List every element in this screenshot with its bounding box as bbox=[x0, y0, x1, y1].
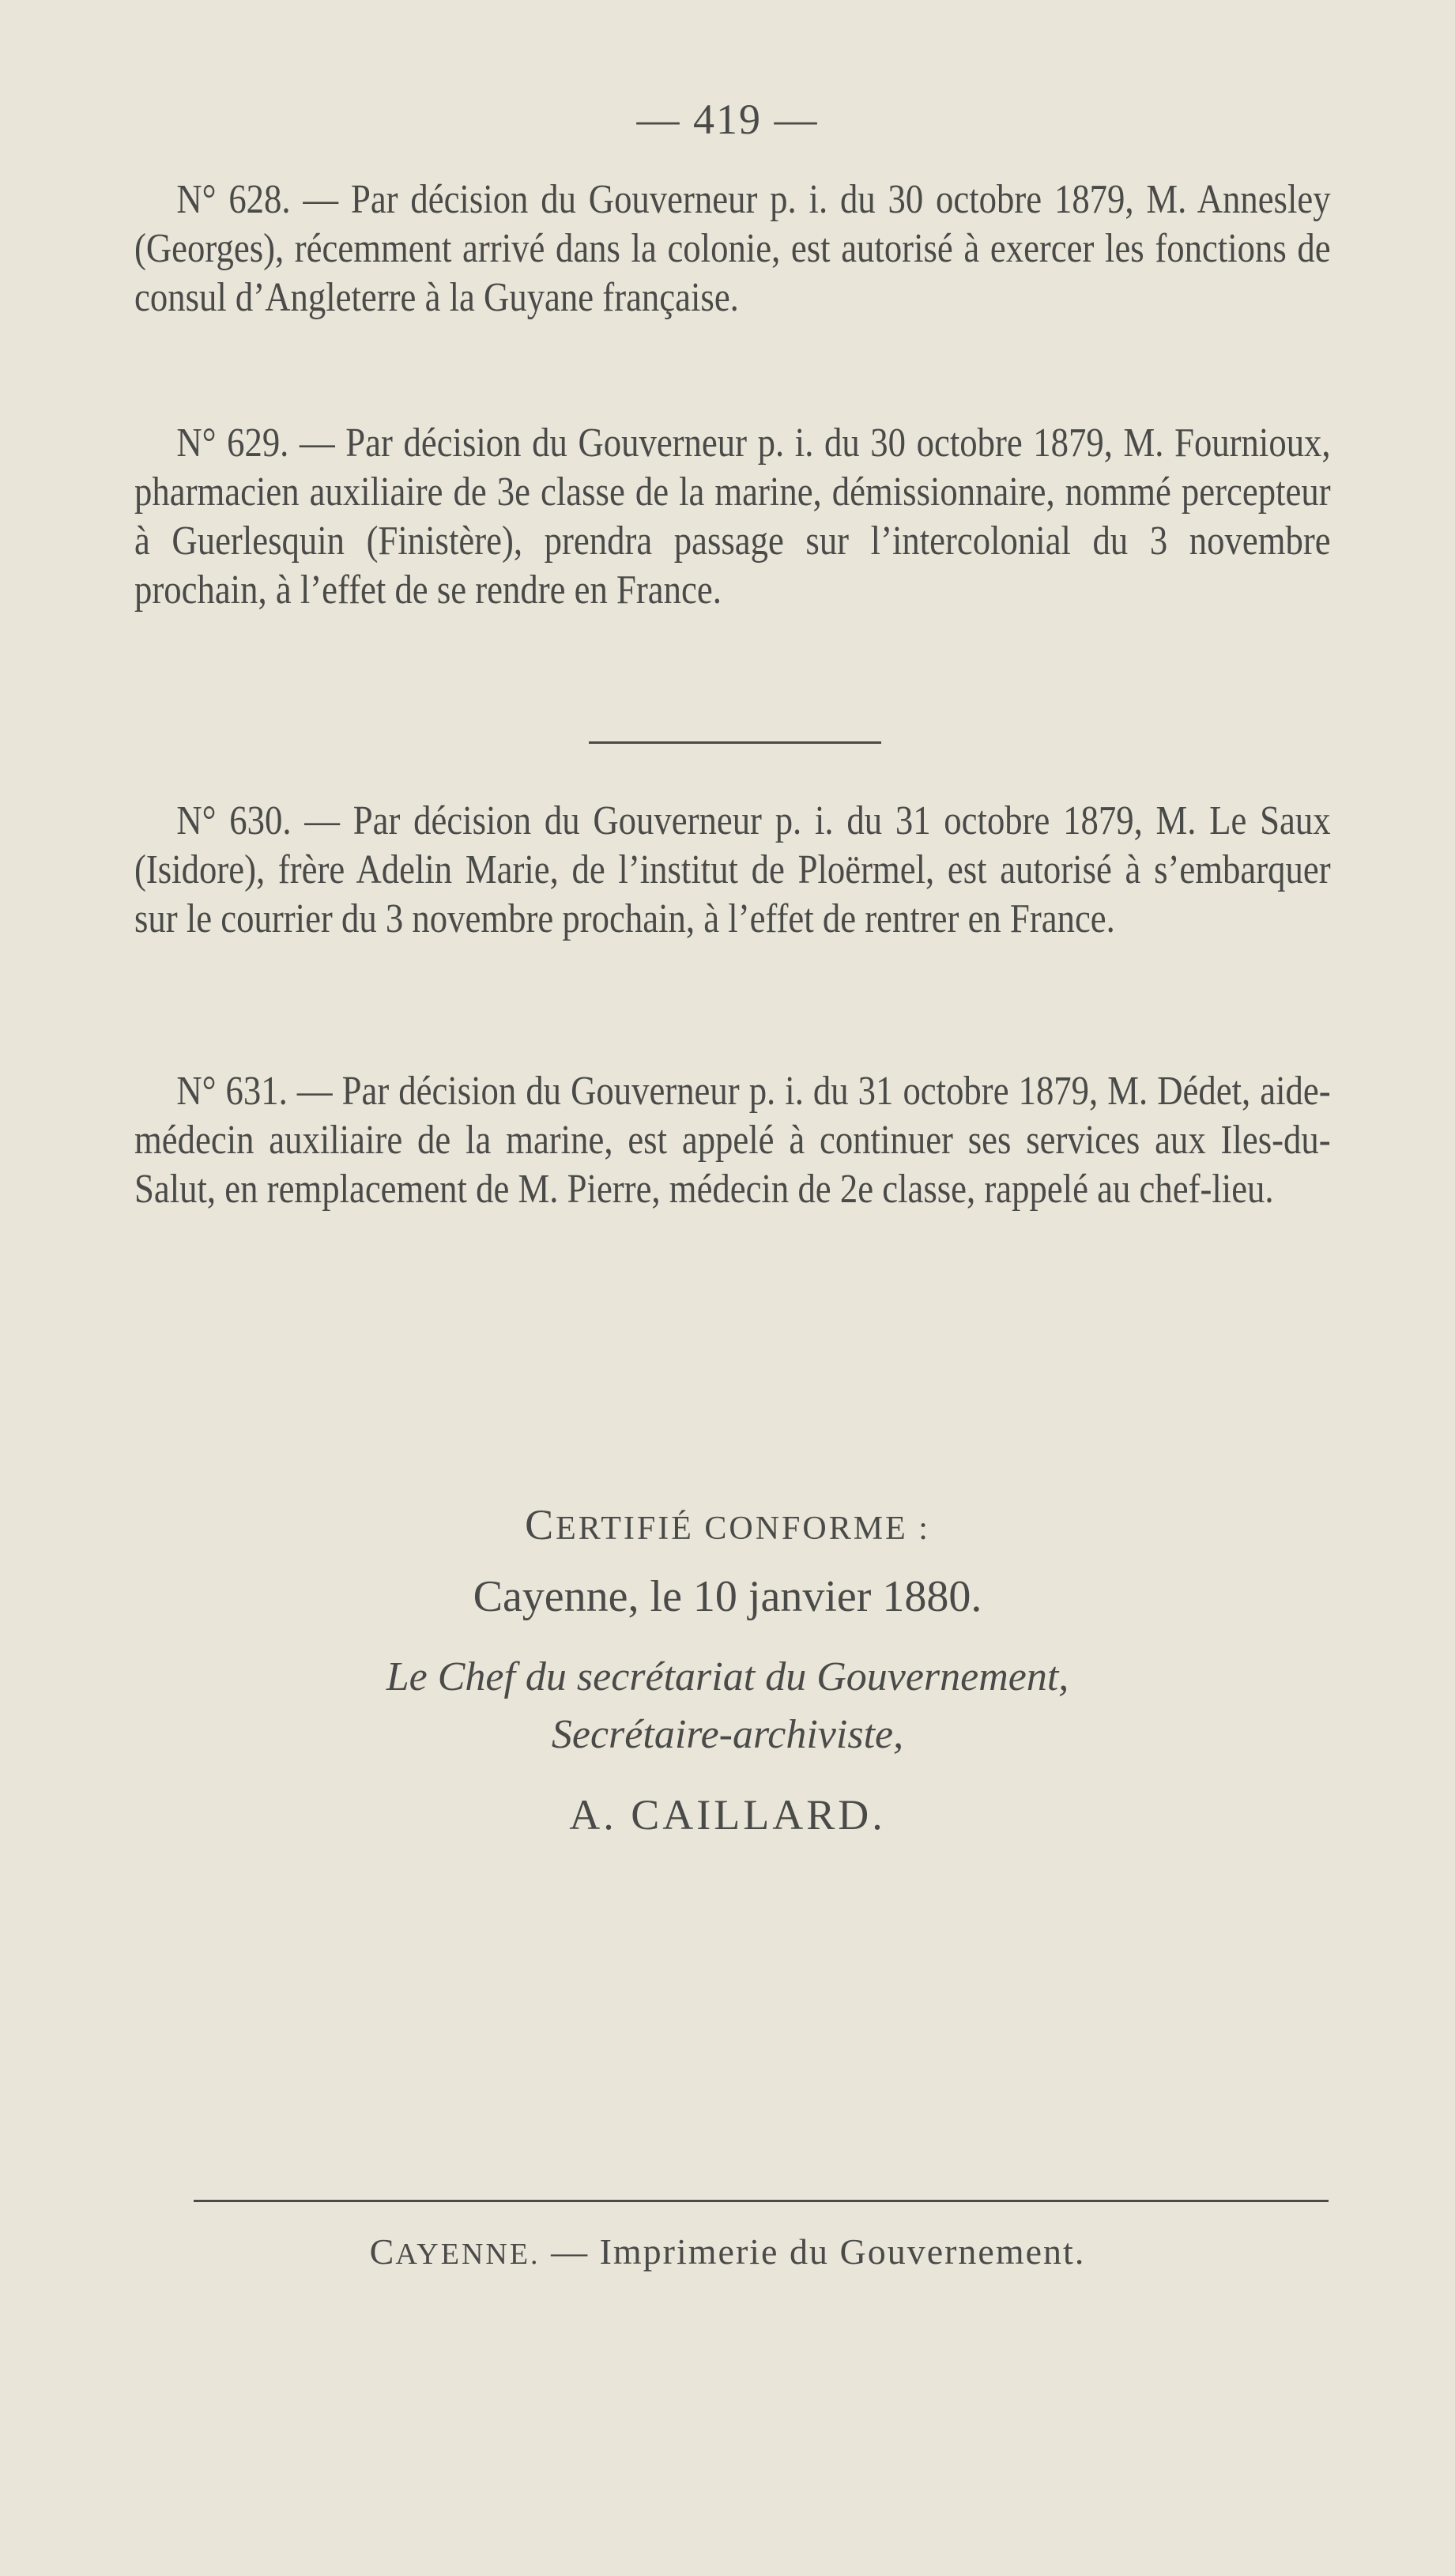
imprint-city-rest: AYENNE. bbox=[395, 2238, 541, 2271]
imprint-city-initial: C bbox=[369, 2231, 396, 2272]
certification-heading bbox=[0, 1500, 1455, 1549]
section-separator bbox=[589, 741, 881, 744]
signatory-subtitle: Secrétaire-archiviste, bbox=[551, 1712, 904, 1757]
place-date: Cayenne, le 10 janvier 1880. bbox=[473, 1572, 982, 1621]
signature-name: A. CAILLARD. bbox=[569, 1791, 886, 1839]
signatory-title: Le Chef du secrétariat du Gouvernement, bbox=[386, 1654, 1069, 1699]
certification-heading-rest: ERTIFIÉ CONFORME : bbox=[556, 1511, 930, 1547]
decision-paragraph-631: N° 631. — Par décision du Gouverneur p. i. du 31 octobre 1879, M. Dédet, aide-médecin auxiliaire de la marine, est appelé à continuer ses services aux Iles-du-Salut, en remplacement de M. Pierre, médecin de 2e classe, rappelé au chef-lieu. bbox=[134, 1069, 1331, 1212]
printer-imprint bbox=[0, 2231, 1455, 2272]
decision-paragraph-628: N° 628. — Par décision du Gouverneur p. i. du 30 octobre 1879, M. Annesley (Georges), récemment arrivé dans la colonie, est autorisé à exercer les fonctions de consul d’Angleterre à la Guyane française. bbox=[134, 177, 1331, 320]
decision-paragraph-629: N° 629. — Par décision du Gouverneur p. i. du 30 octobre 1879, M. Fournioux, pharmacien auxiliaire de 3e classe de la marine, démissionnaire, nommé percepteur à Guerlesquin (Finistère), prendra passage sur l’intercolonial du 3 novembre prochain, à l’effet de se rendre en France. bbox=[134, 421, 1331, 613]
imprint-printer: — Imprimerie du Gouvernement. bbox=[540, 2231, 1086, 2272]
page-number: — 419 — bbox=[636, 96, 819, 143]
certification-heading-initial: C bbox=[525, 1501, 556, 1548]
footer-rule bbox=[194, 2200, 1329, 2202]
decision-paragraph-630: N° 630. — Par décision du Gouverneur p. i. du 31 octobre 1879, M. Le Saux (Isidore), frère Adelin Marie, de l’institut de Ploërmel, est autorisé à s’embarquer sur le courrier du 3 novembre prochain, à l’effet de rentrer en France. bbox=[134, 798, 1331, 941]
